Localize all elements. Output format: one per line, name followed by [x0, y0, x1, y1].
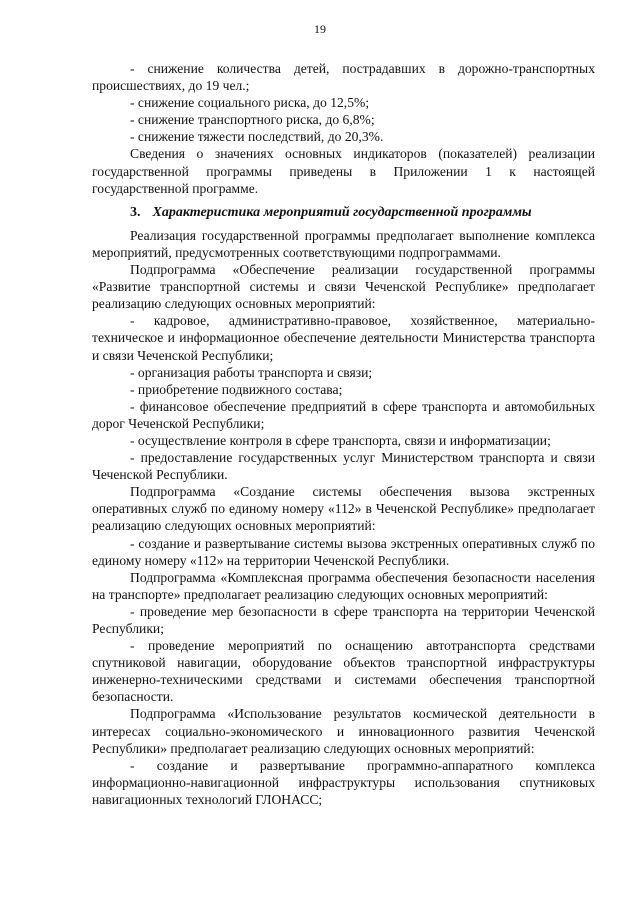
list-item: - снижение количества детей, пострадавших в дорожно-транспортных происшествиях, до 19 чел.; [92, 61, 595, 94]
paragraph: Подпрограмма «Использование результатов космической деятельности в интересах социально-экономического и инновационного развития Чеченской Республики» предполагает реализацию следующих основных мероприятий: [92, 706, 595, 756]
list-item: - осуществление контроля в сфере транспорта, связи и информатизации; [130, 432, 551, 448]
list-item: - снижение тяжести последствий, до 20,3%. [130, 129, 384, 145]
paragraph: Подпрограмма «Комплексная программа обеспечения безопасности населения на транспорте» предполагает реализацию следующих основных мероприятий: [92, 569, 595, 602]
list-item: - создание и развертывание системы вызова экстренных оперативных служб по единому номеру «112» на территории Чеченской Республики. [92, 535, 595, 568]
list-item: - снижение социального риска, до 12,5%; [130, 95, 370, 111]
section-heading [92, 204, 595, 221]
list-item: - создание и развертывание программно-аппаратного комплекса информационно-навигационной инфраструктуры использования спутниковых навигационных технологий ГЛОНАСС; [92, 757, 595, 807]
section-number: 3. [130, 204, 141, 220]
list-item: - снижение транспортного риска, до 6,8%; [130, 112, 375, 128]
list-item: - кадровое, административно-правовое, хозяйственное, материально-техническое и информационное обеспечение деятельности Министерства транспорта и связи Чеченской Республики; [92, 313, 595, 363]
paragraph: Реализация государственной программы предполагает выполнение комплекса мероприятий, предусмотренных соответствующими подпрограммами. [92, 227, 595, 260]
paragraph: Подпрограмма «Создание системы обеспечения вызова экстренных оперативных служб по единому номеру «112» в Чеченской Республике» предполагает реализацию следующих основных мероприятий: [92, 484, 595, 534]
list-item: - проведение мероприятий по оснащению автотранспорта средствами спутниковой навигации, оборудование объектов транспортной инфраструктуры инженерно-техническими средствами и системами обеспечения транспортной безопасности. [92, 638, 595, 705]
document-body [92, 60, 595, 808]
page-number: 19 [314, 22, 326, 36]
list-item: - приобретение подвижного состава; [130, 381, 343, 397]
paragraph: Подпрограмма «Обеспечение реализации государственной программы «Развитие транспортной системы и связи Чеченской Республике» предполагает реализацию следующих основных мероприятий: [92, 262, 595, 312]
list-item: - финансовое обеспечение предприятий в сфере транспорта и автомобильных дорог Чеченской Республики; [92, 398, 595, 431]
list-item: - организация работы транспорта и связи; [130, 364, 373, 380]
section-title: Характеристика мероприятий государственной программы [152, 204, 532, 220]
list-item: - проведение мер безопасности в сфере транспорта на территории Чеченской Республики; [92, 603, 595, 636]
list-item: - предоставление государственных услуг Министерством транспорта и связи Чеченской Республики. [92, 450, 595, 483]
paragraph: Сведения о значениях основных индикаторов (показателей) реализации государственной программы приведены в Приложении 1 к настоящей государственной программе. [92, 146, 595, 196]
